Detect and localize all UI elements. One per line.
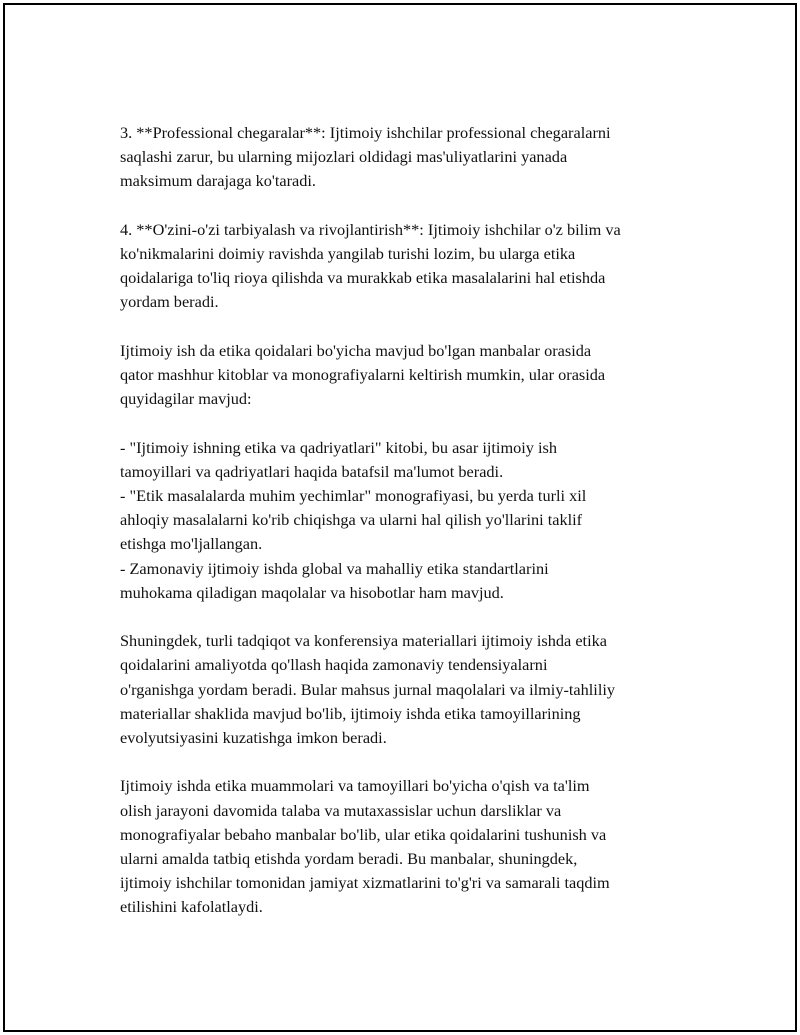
text-line: maksimum darajaga ko'taradi. xyxy=(120,171,316,191)
list-item-line: - Zamonaviy ijtimoiy ishda global va mahalliy etika standartlarini xyxy=(120,558,549,578)
text-line: qator mashhur kitoblar va monografiyalarni keltirish mumkin, ular orasida xyxy=(120,365,606,384)
paragraph-sources-intro xyxy=(120,339,695,412)
list-item-line: - "Ijtimoiy ishning etika va qadriyatlari" kitobi, bu asar ijtimoiy ish xyxy=(120,437,557,457)
paragraph-conclusion xyxy=(120,774,695,919)
paragraph-professional-boundaries xyxy=(120,121,695,194)
text-line: qoidalariga to'liq rioya qilishda va murakkab etika masalalarini hal etishda xyxy=(120,268,606,288)
text-line: saqlashi zarur, bu ularning mijozlari oldidagi mas'uliyatlarini yanada xyxy=(120,147,568,167)
text-line: Shuningdek, turli tadqiqot va konferensiya materiallari ijtimoiy ishda etika xyxy=(120,631,607,651)
text-line: ijtimoiy ishchilar tomonidan jamiyat xizmatlarini to'g'ri va samarali taqdim xyxy=(120,873,610,893)
list-item-line: muhokama qiladigan maqolalar va hisobotlar ham mavjud. xyxy=(120,582,504,602)
page-frame xyxy=(3,3,797,1032)
text-line: o'rganishga yordam beradi. Bular mahsus jurnal maqolalari va ilmiy-tahliliy xyxy=(120,679,616,699)
text-line: ko'nikmalarini doimiy ravishda yangilab turishi lozim, bu ularga etika xyxy=(120,244,576,263)
text-line: Ijtimoiy ish da etika qoidalari bo'yicha mavjud bo'lgan manbalar orasida xyxy=(120,340,592,360)
list-item-line: etishga mo'ljallangan. xyxy=(120,534,263,554)
text-line: 3. **Professional chegaralar**: Ijtimoiy ishchilar professional chegaralarni xyxy=(120,123,611,142)
paragraph-research-materials xyxy=(120,629,695,750)
list-item-line: - "Etik masalalarda muhim yechimlar" monografiyasi, bu yerda turli xil xyxy=(120,486,587,505)
text-line: materiallar shaklida mavjud bo'lib, ijtimoiy ishda etika tamoyillarining xyxy=(120,703,581,723)
list-item-line: tamoyillari va qadriyatlari haqida batafsil ma'lumot beradi. xyxy=(120,461,504,481)
paragraph-self-development xyxy=(120,218,695,315)
text-line: quyidagilar mavjud: xyxy=(120,389,252,409)
text-line: evolyutsiyasini kuzatishga imkon beradi. xyxy=(120,728,387,748)
document-body xyxy=(120,121,695,944)
text-line: qoidalarini amaliyotda qo'llash haqida zamonaviy tendensiyalarni xyxy=(120,655,548,675)
text-line: monografiyalar bebaho manbalar bo'lib, ular etika qoidalarini tushunish va xyxy=(120,824,607,844)
list-item-line: ahloqiy masalalarni ko'rib chiqishga va ularni hal qilish yo'llarini taklif xyxy=(120,510,583,530)
text-line: 4. **O'zini-o'zi tarbiyalash va rivojlantirish**: Ijtimoiy ishchilar o'z bilim va xyxy=(120,219,621,239)
paragraph-sources-list xyxy=(120,436,695,605)
text-line: ularni amalda tatbiq etishda yordam beradi. Bu manbalar, shuningdek, xyxy=(120,849,578,869)
text-line: etilishini kafolatlaydi. xyxy=(120,897,263,917)
text-line: Ijtimoiy ishda etika muammolari va tamoyillari bo'yicha o'qish va ta'lim xyxy=(120,776,590,796)
text-line: yordam beradi. xyxy=(120,292,219,312)
text-line: olish jarayoni davomida talaba va mutaxassislar uchun darsliklar va xyxy=(120,800,562,820)
